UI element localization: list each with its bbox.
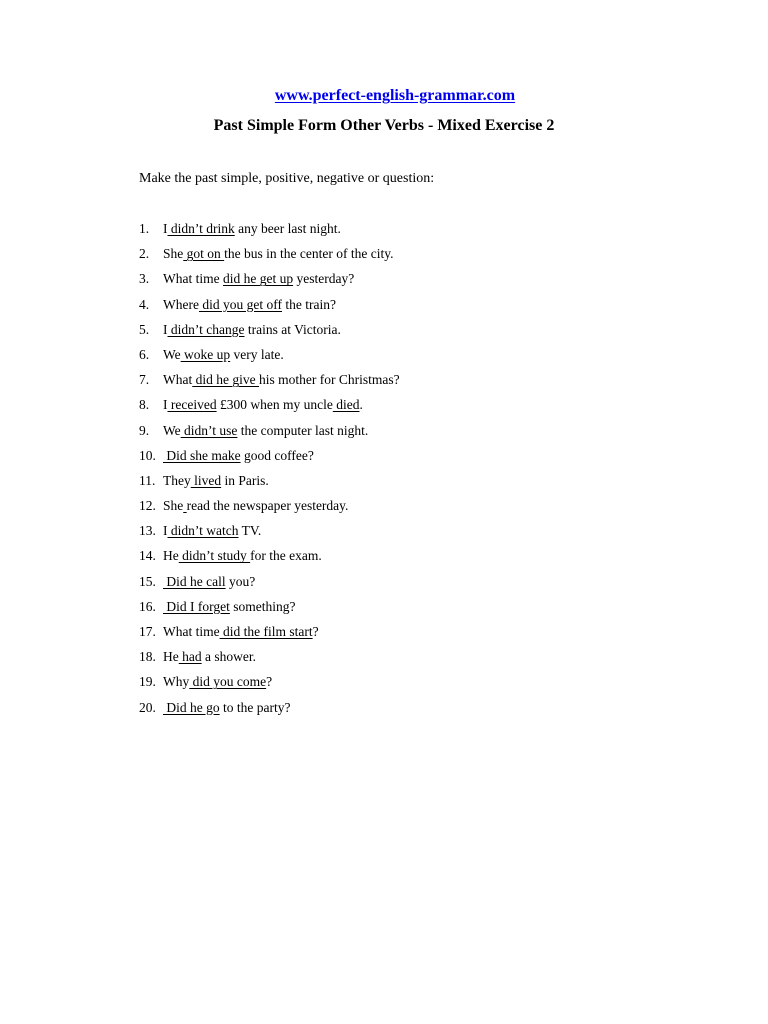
sentence-text: Where (163, 296, 199, 312)
answer-text: did you get off (198, 296, 282, 312)
answer-text: did you come (189, 674, 267, 690)
sentence-text: you? (225, 573, 256, 589)
sentence-text: What time (163, 271, 223, 287)
sentence-text: a shower. (201, 649, 256, 665)
item-number: 20. (139, 699, 156, 715)
item-number: 16. (139, 598, 156, 614)
answer-text: didn’t drink (167, 221, 235, 236)
exercise-list (139, 220, 400, 724)
answer-text: woke up (180, 346, 231, 362)
sentence-text: in Paris. (221, 472, 269, 488)
answer-text: didn’t use (180, 422, 238, 438)
answer-text: Did he go (163, 699, 220, 715)
item-number: 19. (139, 674, 156, 690)
answer-text: did he give (192, 372, 259, 388)
exercise-item (139, 346, 400, 371)
exercise-item (139, 321, 400, 346)
answer-text: Did I forget (163, 598, 230, 614)
sentence-text: the bus in the center of the city. (224, 246, 394, 262)
exercise-item (139, 522, 400, 547)
sentence-text: to the party? (219, 699, 291, 715)
exercise-item (139, 371, 400, 396)
answer-text: died (332, 397, 360, 413)
item-number: 7. (139, 372, 150, 388)
item-number: 13. (139, 523, 156, 539)
sentence-text: good coffee? (240, 447, 314, 463)
sentence-text: They (163, 472, 191, 488)
item-number: 11. (139, 472, 156, 488)
sentence-text: any beer last night. (234, 221, 341, 236)
sentence-text: I (163, 523, 168, 539)
item-number: 12. (139, 498, 156, 514)
exercise-item (139, 396, 400, 421)
sentence-text: his mother for Christmas? (259, 372, 400, 388)
answer-text: Did she make (163, 447, 241, 463)
item-number: 15. (139, 573, 156, 589)
exercise-item (139, 623, 400, 648)
sentence-text: What (163, 372, 193, 388)
sentence-text: She (163, 498, 184, 514)
answer-text: didn’t change (167, 321, 245, 337)
page-title: Past Simple Form Other Verbs - Mixed Exercise 2 (213, 117, 555, 134)
sentence-text: the train? (281, 296, 336, 312)
answer-text: Did he call (163, 573, 226, 589)
item-number: 14. (139, 548, 156, 564)
sentence-text: trains at Victoria. (244, 321, 341, 337)
sentence-text: I (163, 221, 168, 236)
exercise-item (139, 699, 400, 724)
item-number: 4. (139, 296, 150, 312)
answer-text: had (178, 649, 202, 665)
site-link[interactable]: www.perfect-english-grammar.com (274, 87, 516, 104)
item-number: 3. (139, 271, 150, 287)
exercise-item (139, 497, 400, 522)
item-number: 9. (139, 422, 150, 438)
answer-text: didn’t watch (167, 523, 239, 539)
answer-text: lived (190, 472, 222, 488)
instructions: Make the past simple, positive, negative or question: (139, 171, 435, 186)
sentence-text: We (163, 346, 181, 362)
sentence-text: read the newspaper yesterday. (186, 498, 349, 514)
item-number: 2. (139, 246, 150, 262)
sentence-text: I (163, 397, 168, 413)
item-number: 6. (139, 346, 150, 362)
sentence-text: very late. (230, 346, 284, 362)
sentence-text: the computer last night. (237, 422, 369, 438)
sentence-text: for the exam. (250, 548, 322, 564)
sentence-text: I (163, 321, 168, 337)
exercise-item (139, 673, 400, 698)
exercise-item (139, 547, 400, 572)
exercise-item (139, 598, 400, 623)
sentence-text: £300 when my uncle (216, 397, 333, 413)
sentence-text: We (163, 422, 181, 438)
sentence-text: ? (312, 624, 319, 639)
exercise-item (139, 245, 400, 270)
item-number: 18. (139, 649, 156, 665)
answer-text: got on (183, 246, 225, 262)
sentence-text: . (359, 397, 363, 413)
answer-text: did he get up (222, 271, 294, 287)
exercise-item (139, 447, 400, 472)
answer-text: did the film start (219, 624, 313, 639)
item-number: 10. (139, 447, 156, 463)
sentence-text: He (163, 649, 179, 665)
sentence-text: yesterday? (293, 271, 355, 287)
exercise-item (139, 573, 400, 598)
sentence-text: ? (266, 674, 273, 690)
sentence-text: What time (163, 624, 220, 639)
sentence-text: He (163, 548, 179, 564)
answer-text: didn’t study (178, 548, 251, 564)
exercise-item (139, 422, 400, 447)
exercise-item (139, 220, 400, 245)
exercise-item (139, 648, 400, 673)
sentence-text: Why (163, 674, 190, 690)
answer-text: received (167, 397, 217, 413)
item-number: 1. (139, 221, 150, 236)
exercise-item (139, 472, 400, 497)
item-number: 5. (139, 321, 150, 337)
sentence-text: She (163, 246, 184, 262)
item-number: 17. (139, 624, 156, 639)
item-number: 8. (139, 397, 150, 413)
exercise-item (139, 296, 400, 321)
sentence-text: TV. (238, 523, 262, 539)
sentence-text: something? (229, 598, 296, 614)
exercise-item (139, 270, 400, 295)
